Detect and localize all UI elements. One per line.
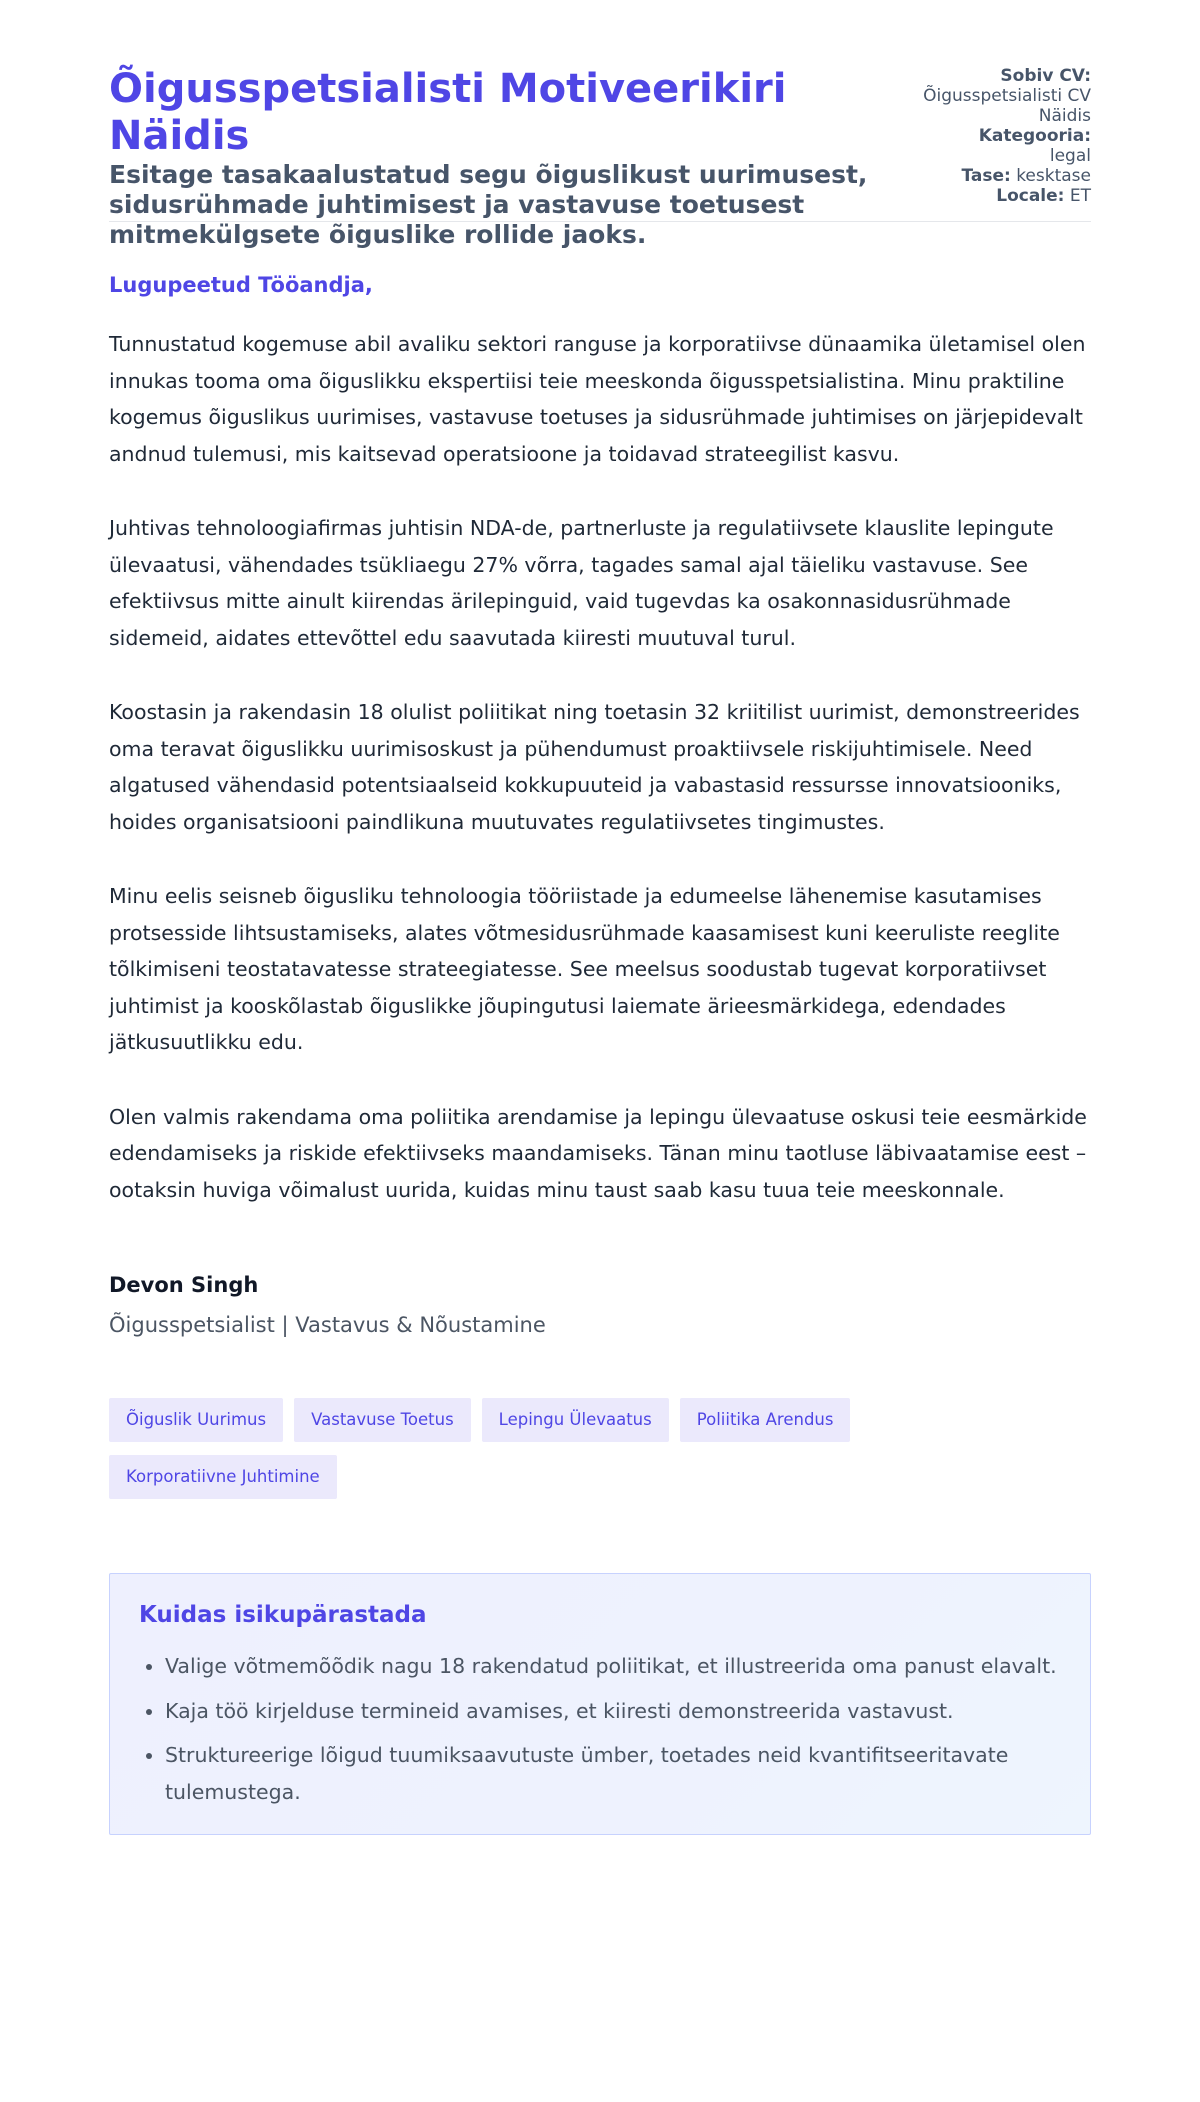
meta-cv-label: Sobiv CV:: [1000, 66, 1091, 86]
letter-paragraph: Juhtivas tehnoloogiafirmas juhtisin NDA-de, partnerluste ja regulatiivsete klauslite lepingute ülevaatusi, vähendades tsükliaegu 27% võrra, tagades samal ajal täieliku vastavuse. See efektiivsus mitte ainult kiirendas ärilepinguid, vaid tugevdas ka osakonnasidusrühmade sidemeid, aidates ettevõttel edu saavutada kiiresti muutuval turul.: [109, 516, 1054, 650]
letter-body: [109, 272, 1091, 1208]
tip-item: • Valige võtmemõõdik nagu 18 rakendatud poliitikat, et illustreerida oma panust elavalt.: [165, 1648, 1061, 1685]
personalization-tips: [109, 1573, 1091, 1835]
meta-locale: [891, 186, 1091, 206]
meta-panel: [891, 66, 1091, 206]
tip-item: • Struktureerige lõigud tuumiksaavutuste ümber, toetades neid kvantifitseeritavate tulemustega.: [165, 1737, 1061, 1810]
tip-item: • Kaja töö kirjelduse termineid avamises, et kiiresti demonstreerida vastavust.: [165, 1693, 1061, 1730]
meta-category-label: Kategooria:: [978, 126, 1091, 146]
signature-block: [109, 1272, 1091, 1338]
signature-name: Devon Singh: [109, 1273, 259, 1297]
meta-locale-label: Locale:: [996, 186, 1065, 206]
meta-level-label: Tase:: [961, 166, 1011, 186]
letter-greeting: Lugupeetud Tööandja,: [109, 273, 373, 297]
skill-tag[interactable]: Lepingu Ülevaatus: [482, 1398, 669, 1442]
tips-list: [139, 1648, 1061, 1810]
letter-paragraph: Minu eelis seisneb õigusliku tehnoloogia tööriistade ja edumeelse lähenemise kasutamises protsesside lihtsustamiseks, alates võtmesidusrühmade kaasamisest kuni keeruliste reeglite tõlkimiseni teostatavatesse strateegiatesse. See meelsus soodustab tugevat korporatiivset juhtimist ja kooskõlastab õiguslikke jõupingutusi laiemate ärieesmärkidega, edendades jätkusuutlikku edu.: [109, 884, 1060, 1054]
meta-category: [891, 126, 1091, 166]
skill-tag[interactable]: Poliitika Arendus: [680, 1398, 851, 1442]
page-title: Õigusspetsialisti Motiveerikiri Näidis: [109, 66, 787, 159]
meta-cv: [891, 66, 1091, 126]
meta-level: [891, 166, 1091, 186]
meta-locale-value: ET: [1069, 186, 1091, 206]
meta-level-value: kesktase: [1016, 166, 1091, 186]
page-header: [109, 0, 1091, 249]
signature-title: Õigusspetsialist | Vastavus & Nõustamine: [109, 1313, 546, 1337]
skill-tag[interactable]: Korporatiivne Juhtimine: [109, 1455, 337, 1499]
skill-tag[interactable]: Õiguslik Uurimus: [109, 1398, 283, 1442]
letter-paragraph: Tunnustatud kogemuse abil avaliku sektori ranguse ja korporatiivse dünaamika ületamisel olen innukas tooma oma õiguslikku ekspertiisi teie meeskonda õigusspetsialistina. Minu praktiline kogemus õiguslikus uurimises, vastavuse toetuses ja sidusrühmade juhtimises on järjepidevalt andnud tulemusi, mis kaitsevad operatsioone ja toidavad strateegilist kasvu.: [109, 332, 1086, 466]
meta-category-value: legal: [1049, 146, 1091, 166]
skill-tags: [109, 1398, 909, 1499]
skill-tag[interactable]: Vastavuse Toetus: [294, 1398, 471, 1442]
letter-paragraph: Koostasin ja rakendasin 18 olulist poliitikat ning toetasin 32 kriitilist uurimist, demonstreerides oma teravat õiguslikku uurimisoskust ja pühendumust proaktiivsele riskijuhtimisele. Need algatused vähendasid potentsiaalseid kokkupuuteid ja vabastasid ressursse innovatsiooniks, hoides organisatsiooni paindlikuna muutuvates regulatiivsetes tingimustes.: [109, 700, 1080, 834]
letter-paragraph: Olen valmis rakendama oma poliitika arendamise ja lepingu ülevaatuse oskusi teie eesmärkide edendamiseks ja riskide efektiivseks maandamiseks. Tänan minu taotluse läbivaatamise eest – ootaksin huviga võimalust uurida, kuidas minu taust saab kasu tuua teie meeskonnale.: [109, 1104, 1087, 1202]
page-subtitle: Esitage tasakaalustatud segu õiguslikust uurimusest, sidusrühmade juhtimisest ja vastavuse toetusest mitmekülgsete õiguslike rollide jaoks.: [109, 160, 868, 249]
tips-title: Kuidas isikupärastada: [139, 1602, 427, 1628]
meta-cv-value[interactable]: Õigusspetsialisti CV Näidis: [923, 86, 1091, 126]
